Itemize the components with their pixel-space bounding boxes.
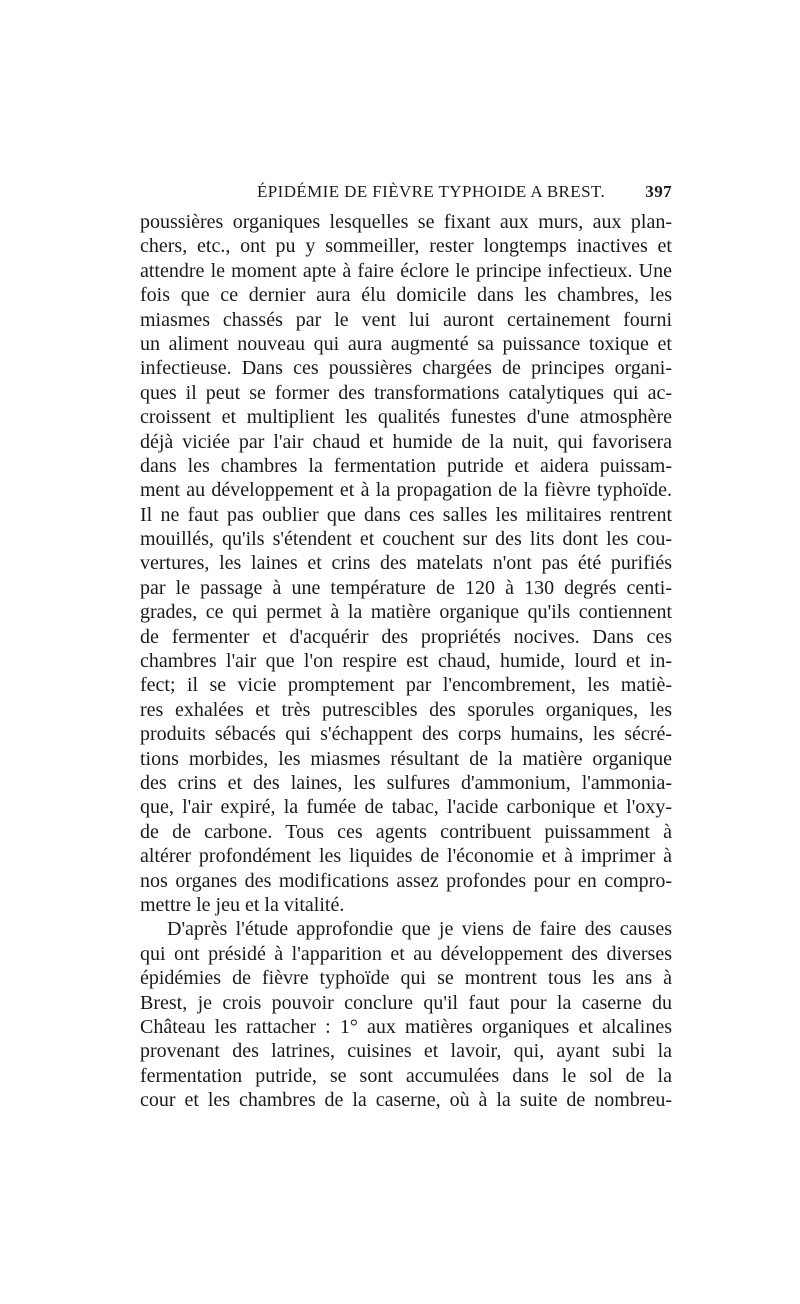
text-line: Il ne faut pas oublier que dans ces salles les militaires rentrent bbox=[140, 503, 672, 526]
text-line: Brest, je crois pouvoir conclure qu'il faut pour la caserne du bbox=[140, 991, 672, 1014]
text-line: épidémies de fièvre typhoïde qui se montrent tous les ans à bbox=[140, 967, 672, 990]
text-line: mouillés, qu'ils s'étendent et couchent sur des lits dont les cou- bbox=[140, 528, 672, 551]
running-title: ÉPIDÉMIE DE FIÈVRE TYPHOIDE A BREST. bbox=[257, 182, 606, 201]
text-line: chers, etc., ont pu y sommeiller, rester longtemps inactives et bbox=[140, 235, 672, 258]
text-line: infectieuse. Dans ces poussières chargées de principes organi- bbox=[140, 357, 672, 380]
text-line: grades, ce qui permet à la matière organique qu'ils contiennent bbox=[140, 601, 672, 624]
text-line: cour et les chambres de la caserne, où à la suite de nombreu- bbox=[140, 1089, 672, 1112]
text-line: ment au développement et à la propagation de la fièvre typhoïde. bbox=[140, 479, 672, 502]
text-line: un aliment nouveau qui aura augmenté sa puissance toxique et bbox=[140, 332, 672, 355]
text-line: chambres l'air que l'on respire est chaud, humide, lourd et in- bbox=[140, 650, 672, 673]
body-text bbox=[140, 210, 672, 1112]
text-line: qui ont présidé à l'apparition et au développement des diverses bbox=[140, 942, 672, 965]
text-line: des crins et des laines, les sulfures d'ammonium, l'ammonia- bbox=[140, 771, 672, 794]
text-line: que, l'air expiré, la fumée de tabac, l'acide carbonique et l'oxy- bbox=[140, 796, 672, 819]
text-line: tions morbides, les miasmes résultant de la matière organique bbox=[140, 747, 672, 770]
text-line: res exhalées et très putrescibles des sporules organiques, les bbox=[140, 698, 672, 721]
text-line: Château les rattacher : 1° aux matières organiques et alcalines bbox=[140, 1015, 672, 1038]
running-header bbox=[140, 182, 672, 206]
text-line: de fermenter et d'acquérir des propriétés nocives. Dans ces bbox=[140, 625, 672, 648]
text-line: fect; il se vicie promptement par l'encombrement, les matiè- bbox=[140, 674, 672, 697]
text-line: poussières organiques lesquelles se fixant aux murs, aux plan- bbox=[140, 211, 672, 233]
text-line: provenant des latrines, cuisines et lavoir, qui, ayant subi la bbox=[140, 1040, 672, 1063]
text-line: de de carbone. Tous ces agents contribuent puissamment à bbox=[140, 820, 672, 843]
text-line: par le passage à une température de 120 à 130 degrés centi- bbox=[140, 576, 672, 599]
text-line: miasmes chassés par le vent lui auront certainement fourni bbox=[140, 308, 672, 331]
page-number: 397 bbox=[645, 182, 672, 201]
text-line: fermentation putride, se sont accumulées dans le sol de la bbox=[140, 1064, 672, 1087]
text-line: déjà viciée par l'air chaud et humide de la nuit, qui favorisera bbox=[140, 430, 672, 453]
text-line: dans les chambres la fermentation putride et aidera puissam- bbox=[140, 454, 672, 477]
text-line: fois que ce dernier aura élu domicile dans les chambres, les bbox=[140, 284, 672, 307]
text-line: attendre le moment apte à faire éclore le principe infectieux. Une bbox=[140, 259, 672, 282]
text-line: croissent et multiplient les qualités funestes d'une atmosphère bbox=[140, 406, 672, 429]
text-line: ques il peut se former des transformations catalytiques qui ac- bbox=[140, 381, 672, 404]
text-line: mettre le jeu et la vitalité. bbox=[140, 893, 345, 916]
text-line: D'après l'étude approfondie que je viens de faire des causes bbox=[167, 918, 672, 941]
text-line: altérer profondément les liquides de l'économie et à imprimer à bbox=[140, 845, 672, 868]
text-line: produits sébacés qui s'échappent des corps humains, les sécré- bbox=[140, 723, 672, 746]
text-line: nos organes des modifications assez profondes pour en compro- bbox=[140, 869, 672, 892]
text-line: vertures, les laines et crins des matelats n'ont pas été purifiés bbox=[140, 552, 672, 575]
